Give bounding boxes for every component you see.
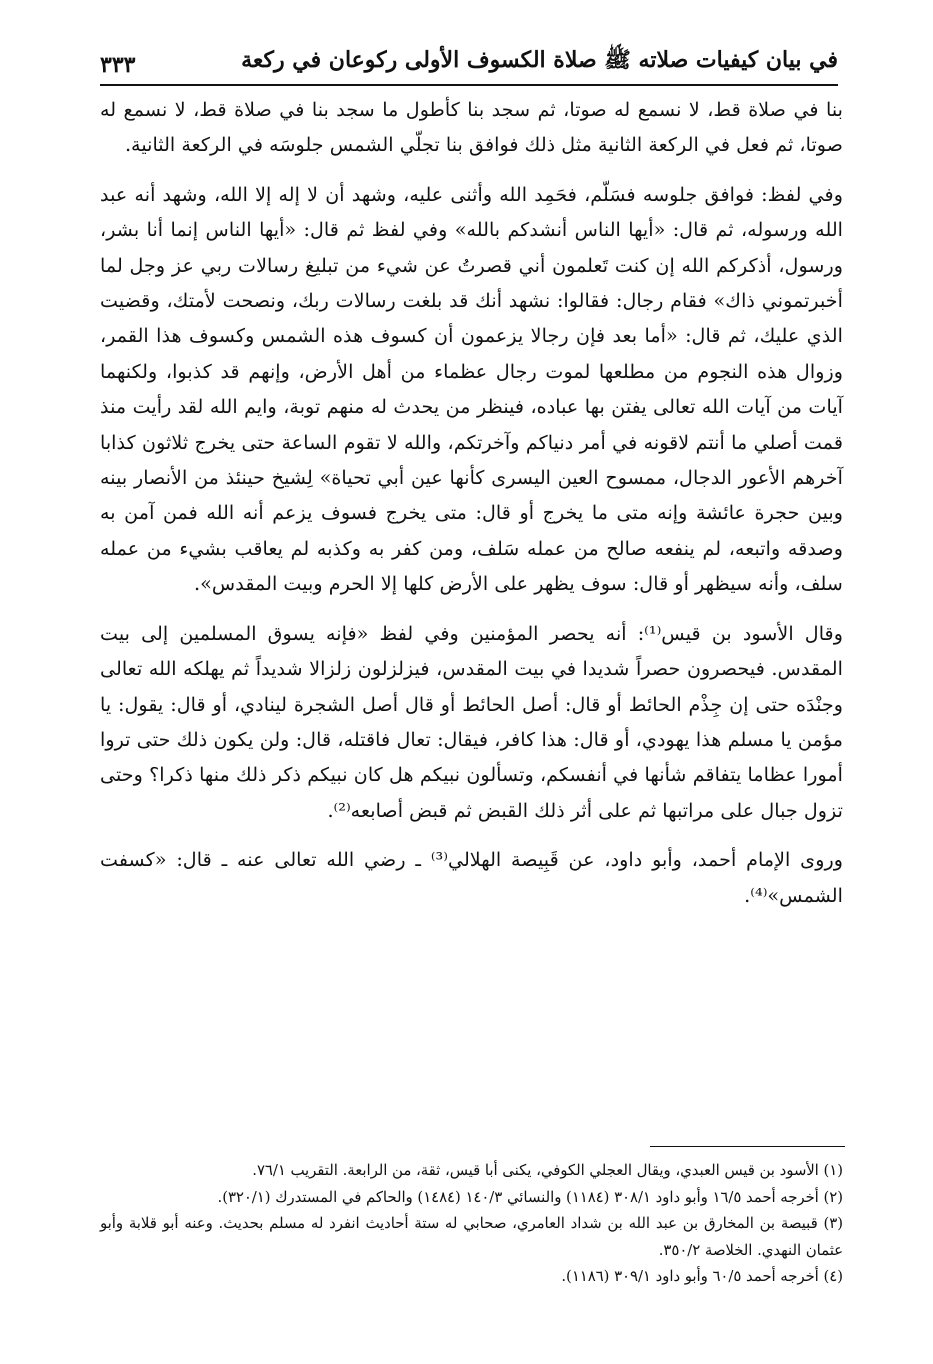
paragraph-4: وروى الإمام أحمد، وأبو داود، عن قَبِيصة الهلالي⁽³⁾ ـ رضي الله تعالى عنه ـ قال: «كسفت الشمس»⁽⁴⁾. bbox=[100, 848, 843, 907]
footnotes bbox=[100, 1158, 843, 1291]
page-number: ٣٣٣ bbox=[100, 52, 136, 78]
running-header bbox=[100, 38, 838, 86]
footnote-divider bbox=[650, 1146, 845, 1147]
paragraph-3: وقال الأسود بن قيس⁽¹⁾: أنه يحصر المؤمنين وفي لفظ «فإنه يسوق المسلمين إلى بيت المقدس. فيحصرون حصراً شديدا في بيت المقدس، فيزلزلون زلزالا شديداً ثم يهلكه الله تعالى وجنْدَه حتى إن جِذْم الحائط أو قال: أصل الحائط أو قال أصل الشجرة لينادي، أو قال: يقول: يا مؤمن يا مسلم هذا يهودي، أو قال: هذا كافر، فيقال: تعال فاقتله، قال: ولن يكون ذلك حتى تروا أمورا عظاما يتفاقم شأنها في أنفسكم، وتسألون نبيكم هل كان نبيكم ذكر ذلك منها ذكرا؟ وحتى تزول جبال على مراتبها ثم على أثر ذلك القبض ثم قبض أصابعه⁽²⁾. bbox=[100, 621, 843, 822]
paragraph-2: وفي لفظ: فوافق جلوسه فسَلّم، فحَمِد الله وأثنى عليه، وشهد أن لا إله إلا الله، وشهد أنه عبد الله ورسوله، ثم قال: «أيها الناس أنشدكم بالله» وفي لفظ ثم قال: «أيها الناس إنما أنا بشر، ورسول، أذكركم الله إن كنت تَعلمون أني قصرتُ عن شيء من تبليغ رسالات ربي عز وجل لما أخبرتموني ذاك» فقام رجال: فقالوا: نشهد أنك قد بلغت رسالات ربك، ونصحت لأمتك، وقضيت الذي عليك، ثم قال: «أما بعد فإن رجالا يزعمون أن كسوف هذه الشمس وكسوف هذا القمر، وزوال هذه النجوم من مطلعها لموت رجال عظماء من أهل الأرض، وإنهم قد كذبوا، ولكنهما آيات من آيات الله تعالى يفتن بها عباده، فينظر من يحدث له منهم توبة، وايم الله لقد رأيت منذ قمت أصلي ما أنتم لاقونه في أمر دنياكم وآخرتكم، والله لا تقوم الساعة حتى يخرج ثلاثون كذابا آخرهم الأعور الدجال، ممسوح العين اليسرى كأنها عين أبي تحياة» لِشيخ حينئذ من الأنصار بينه وبين حجرة عائشة وإنه متى ما يخرج أو قال: متى يخرج فسوف يزعم أنه الله فمن آمن به وصدقه واتبعه، لم ينفعه صالح من عمله سَلف، ومن كفر به وكذبه لم يعاقب بشيء من عمله سلف، وأنه سيظهر أو قال: سوف يظهر على الأرض كلها إلا الحرم وبيت المقدس». bbox=[100, 182, 843, 596]
paragraph-1: بنا في صلاة قط، لا نسمع له صوتا، ثم سجد بنا كأطول ما سجد بنا في صلاة قط، لا نسمع له صوتا، ثم فعل في الركعة الثانية مثل ذلك فوافق بنا تجلّي الشمس جلوسَه في الركعة الثانية. bbox=[100, 98, 843, 157]
footnote-2: (٢) أخرجه أحمد ١٦/٥ وأبو داود ٣٠٨/١ (١١٨٤) والنسائي ١٤٠/٣ (١٤٨٤) والحاكم في المستدرك (٣٢٠/١). bbox=[217, 1188, 843, 1206]
footnote-1: (١) الأسود بن قيس العبدي، ويقال العجلي الكوفي، يكنى أبا قيس، ثقة، من الرابعة. التقريب ٧٦/١. bbox=[252, 1162, 843, 1179]
footnote-4: (٤) أخرجه أحمد ٦٠/٥ وأبو داود ٣٠٩/١ (١١٨٦). bbox=[561, 1268, 843, 1285]
header-title: في بيان كيفيات صلاته ﷺ صلاة الكسوف الأولى ركوعان في ركعة bbox=[241, 47, 838, 73]
main-text bbox=[100, 92, 843, 913]
footnote-3: (٣) قبيصة بن المخارق بن عبد الله بن شداد العامري، صحابي له ستة أحاديث انفرد له مسلم بحديث. وعنه أبو قلابة وأبو عثمان النهدي. الخلاصة ٣٥٠/٢. bbox=[100, 1215, 843, 1259]
